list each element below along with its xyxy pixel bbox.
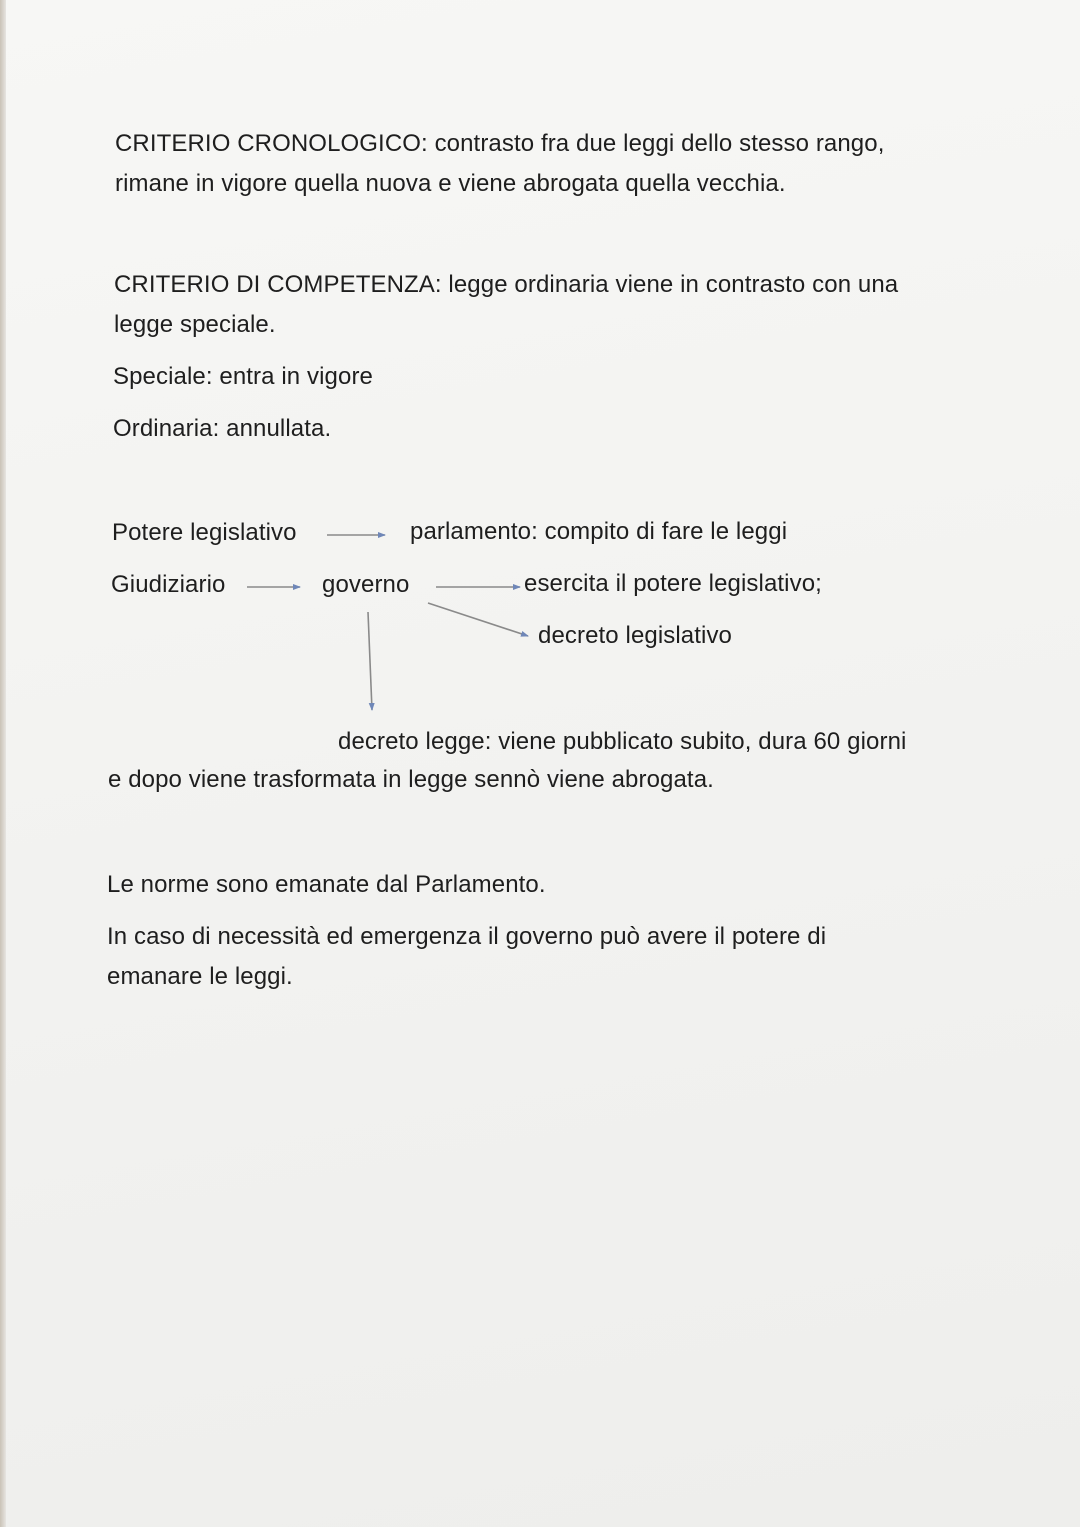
speciale-line: Speciale: entra in vigore [113, 363, 373, 390]
competenza-line-2: legge speciale. [114, 311, 276, 338]
decreto-legge-line-1: decreto legge: viene pubblicato subito, dura 60 giorni [338, 728, 907, 755]
esercita-label: esercita il potere legislativo; [524, 570, 822, 597]
norme-line-2: In caso di necessità ed emergenza il governo può avere il potere di [107, 923, 827, 950]
norme-line-3: emanare le leggi. [107, 963, 293, 990]
giudiziario-label: Giudiziario [111, 571, 226, 598]
cronologico-text-1: contrasto fra due leggi dello stesso rango, [427, 130, 885, 157]
norme-line-1: Le norme sono emanate dal Parlamento. [107, 871, 546, 898]
decreto-legge-line-2: e dopo viene trasformata in legge sennò viene abrogata. [108, 766, 714, 793]
competenza-heading: CRITERIO DI COMPETENZA: [114, 271, 442, 298]
arrow-governo-decreto-legge [368, 612, 372, 710]
potere-legislativo-label: Potere legislativo [112, 519, 297, 546]
ordinaria-line: Ordinaria: annullata. [113, 415, 332, 442]
governo-label: governo [322, 571, 410, 598]
arrow-governo-decreto-legislativo [428, 603, 528, 636]
cronologico-line-2: rimane in vigore quella nuova e viene abrogata quella vecchia. [115, 170, 786, 197]
decreto-legislativo-label: decreto legislativo [538, 622, 733, 649]
cronologico-heading: CRITERIO CRONOLOGICO: [115, 130, 428, 157]
competenza-text-1: legge ordinaria viene in contrasto con una [441, 271, 899, 298]
parlamento-label: parlamento: compito di fare le leggi [410, 518, 788, 545]
